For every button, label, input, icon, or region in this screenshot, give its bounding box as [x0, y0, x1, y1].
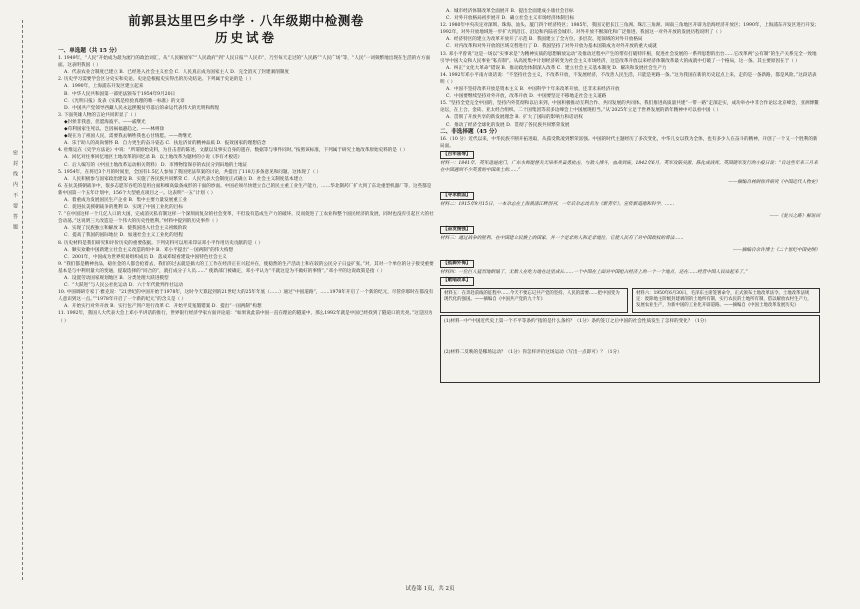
option-line: A．实现了民族独立和解放 B．使我国进入社会主义初级阶段 — [64, 226, 187, 232]
option-line: A．乐于助人的高尚情怀 B．自力更生的奋斗姿态 C．扶危济贫的精神品质 D．报效国家的理想信念 — [64, 141, 267, 147]
material-boxes — [440, 288, 820, 313]
answer-space-1[interactable] — [444, 325, 816, 349]
subject-title: 历史试卷 — [214, 30, 277, 45]
option-line: C．对外开放格局初步展开 D．确立社会主义市场经济体制目标 — [446, 16, 575, 22]
material-heading: 【奋发图强】 — [440, 226, 474, 235]
subquestion-1: (1)材料一中“中国近代史上第一个不平等条约”指的是什么条约？（1分）条约签订之后中国的社会性质发生了怎样的变化？（1分） — [444, 318, 710, 324]
option-line: A．经济特区的建立为改革开放开了示范 B．我国建立了全方位、多层次、宽领域的对外开放格局 — [446, 37, 643, 43]
school-title: 前郭县达里巴乡中学 · 八年级期中检测卷 — [128, 13, 364, 28]
option-line: A．人民积极参与国家政治建设 B．实施了各民族共同繁荣 C．人民代表大会制度正式确立 D．社会主义制度基本建立 — [64, 176, 303, 182]
question-line: 12. 1980年中央决定对深圳、珠海、汕头、厦门四个经济特区；1985年，我国又把长江三角洲、珠江三角洲、闽南三角地区开辟为沿海经济开放区；1990年，上海浦东开发区进行开发；1992年，对外开放地域进一步扩大到沿江、沿边和内陆省会城市。对外开放不断深化和广泛推进，我国这一对外开放的发展历程说明了（ ） — [440, 23, 820, 36]
option-line: C．对内改革和对外开放的区域交替进行了 D．我国坚持了对外开放为基本国策成为对外开放的重大成就 — [446, 44, 657, 50]
material-text: 材料一：1841年，英军进逼虎门，广东水师提督关天培率兵奋勇抗击，与敌人搏斗，血战到底。1842年6月，英军攻陷吴淞，陈化成战死。英国随军发行的小报日说：“自这些年来三月来在中国遇到不少英勇的中国战士的……” — [440, 161, 818, 174]
question-line: 2. 历史学习需要学会区分史实和史论。史论是根据史实得出的历史结论。下列属于史论的是（ ） — [58, 77, 254, 83]
option-line: A．顺实欢歌中国新建立社会主义改造的组中 B．邓小平提出“一国两制”的伟大构想 — [64, 247, 234, 253]
question-line: 16.（10 分）近代以来，中华民族不断开拓进取，从孤受欺凌到繁荣富强。中国的时代主题经历了多次变化，中华儿女以我为全体，也有多少人在奋斗的精神，开创了一个又一个胜利的新局面。 — [440, 136, 818, 149]
option-line: C．2001年，中国成为世界贸易组织成员 D．落成邓绥看建设中国特色社会主义 — [64, 254, 227, 260]
question-line: 13. 邓小平曾说“这是一场以“实事求是”为精神实质的思想解放运动”及推动过程中产生的带有打破特许根，促进社会发展的一系列思想的出台……它改革两“公有制”的生产关系完全一致地引导中国大众和人民事业“私有制”。从高度集中计划经济转变为社会主义市场经济，这是改革开放以来经济体制改革最大的成就中打破了一个格局，这一条。其主要原因在于（ ） — [440, 51, 817, 64]
margin-note: 密 封 线 内 不 要 答 题 — [12, 150, 18, 232]
section-heading: 二、非选择题（45 分） — [440, 128, 501, 135]
binding-line — [22, 20, 24, 580]
option-line: B．中华人民共和国第一部宪法颁布于1954年9月20日 — [64, 91, 176, 97]
question-line: 8. 历史材料是我们研究和评价历史的重要依据。下列史料可以用来印证邓小平作用历史贡献的是（ ） — [58, 240, 263, 246]
option-line: A．开始实行对外开放 B．实行包产到户进行改革 C．开始平反冤假错案 D．提出“一国两制”构想 — [64, 304, 262, 310]
option-line: A．1990年，上海浦东开发区建立起来 — [64, 84, 144, 90]
question-line: 7. “在中国这样一个几亿人口的大国，完成消灭私有制这样一个深刻而复杂的社会变革，不但没有造成生产力的破坏，反而促进了工农业和整个国民经济的发展，同时也没有引起巨大的社会动荡。”这说明三大改造是一个伟大的历史性胜利。”材料中提到的历史事件（ ） — [58, 212, 434, 225]
option-line: A．着重成为发展国民生产企业 B．集中主要力量发展重工业 — [64, 197, 187, 203]
material-text: 材料二：1915年9月15日，一本杂志在上海黄浦江畔创刊，一年后杂志改名为《新青年》。宣传新道德和科学，…… — [440, 202, 675, 208]
material-source: ——摘编自余许博士《二十世纪中国史纲》 — [732, 247, 820, 253]
question-line: 5. 1954年，在将近3个月的时间里，全国有1.5亿人参加了我国宪法草案的讨论，共提出了118万多条意见和问题。这体现了（ ） — [58, 169, 322, 175]
option-line: D．中国共产党领导西藏人民永远摆脱贫穷落后的命运代表伟大的光明和辉煌 — [64, 105, 220, 111]
option-line: C．《光明日报》发表《实践是检验真理的唯一标准》的文章 — [64, 98, 185, 104]
question-line: 1. 1949年，“人民”开始成为最为流行的政治词汇，从“人民解放军”“人民政府”到“人民日报”“人民币”，乃至每天走过的“人民路”“人民广场”等，“人民”一词频繁地出现在生活的方方面面。这表明我国（ ） — [58, 56, 431, 69]
option-line: C．推动了经济全球化的发展 D．贯彻了各民族共同繁荣发展 — [446, 122, 570, 128]
question-line: 6. 在抗美援朝战争中，很多志愿军吞吃的是用白面和细高粱条成形的干面的炒面。中国必须尽快建立自己的民主重工业生产能力，……华北制药厂扩大到了东北重型机器厂等，这些都是新中国第一个五年计划中，156个大型重点项目之一。这表明“一五”计划（ ） — [58, 183, 432, 196]
material-text: 材料三：通过战争的胜利，在中国建立民族上的国家，并一个是非的人和走非地位，它使人民有了对中国政权的看法…… — [440, 236, 684, 242]
quote-line: ◆现在为了祖国人民，需要我去牺牲我也心甘情愿。——黄继光 — [64, 134, 192, 140]
option-line: A．贯彻了开放共享的新发展理念 B．扩大了国际的影响力和话语权 — [446, 115, 583, 121]
exam-title — [58, 12, 434, 46]
question-line: 11. 1992年，我国人大代表大会上邓小平讲话的推行，世界银行经济学家方面评论道：“如果说此前中国一直在理论的隧道中，那么1992年就是中国已经找到了隧道口的光亮。”这是因为（ ） — [58, 311, 433, 324]
option-line: C．“大跃进”与人民公社化运动 D．六十年代批判作社运动 — [64, 283, 184, 289]
option-line: A．中国不坚持改革开放是资本主义 B．中国科学十年来改革开放，还非未来经济开放 — [446, 87, 620, 93]
option-line: A．回忆对往事回忆地区土地改革的回忆录 B．以土地改革为题材的小说《李有才板话》 — [64, 155, 243, 161]
quote-line: ◆苟利国家生死以，岂因祸福避趋之。——林则徐 — [64, 127, 165, 133]
option-line: A．纠正“文化大革命”错误 B．推动政治体制深入改革 C．建立社会主义基本制度 D．解决和发展社会生产力 — [446, 65, 667, 71]
option-line: C．提高了我国的国际地位 D．加速社会主义工业化的进程 — [64, 233, 183, 239]
question-line: 14. 1992年邓小平南方谈话说：“不坚持社会主义，不改革开放，不发展经济，不改善人民生活，只能是死路一条。”这为我国在新的历史起点上来，走的是一条新路，都是风险。”这段话表明（ ） — [440, 72, 817, 85]
answer-box[interactable] — [440, 315, 820, 383]
right-column — [440, 8, 820, 383]
material-heading: 【歌唱改革】 — [440, 277, 474, 286]
material-source: ——《复兴之路》解说词 — [769, 214, 820, 220]
material-source: ——摘编自林则徐兵研究《中国近代人物史》 — [728, 180, 820, 186]
left-column — [58, 48, 434, 325]
section-heading: 一、单选题（共 15 分） — [58, 48, 121, 54]
subquestion-2: (2)材料二反映的是哪场运动？（1分）你怎样评价这场运动（写出一点即可）？（1分） — [444, 349, 622, 355]
material-box-six: 材料六：1950年6月30日，毛泽东主席签署命令，正式颁布土地改革法令。土地改革法规定：废除地主阶级封建剥削的土地所有制，实行农民的土地所有制，借以解放农村生产力，发展农业生产，为新中国的工业化开辟道路。——摘编自《中国土地改革发展历史》 — [632, 288, 820, 313]
question-line: 4. 杜维运在《史学方法论》中说：“所谓原始史料，为目击者的陈述，文献以及事实自身的遗存，数据等与事件同时。”按照该标准，下列属于研究土地改革原始史料的是（ ） — [58, 148, 408, 154]
question-line: 10. 中国调研专家丁·雅克说：“21世纪的中国开始于1978年，这时今天算起到的21世纪大的25年年底（……）通过“中国道路”，……1978年开启了一个新的纪元，尽管你那时在都没有人意识到这一点。”“1978年开启了一个新的纪元”的含义是（ ） — [58, 290, 434, 303]
option-line: A．代表农业合制度已建立 B．已经进入社会主义社会 C．人民真正成为国家主人 D．完全消灭了封建剥削制度 — [64, 70, 289, 76]
material-heading: 【寻求救国】 — [440, 192, 474, 201]
material-box-five: 材料五：在奔赴前线的征程中……今天不要忘记共产党的坚持、人民的需要……把中国变为现代化的强国。——摘编自《中国共产党的九十年》 — [440, 288, 628, 313]
option-line: C．后人编写的《中国土地改革运动相关资料》 D．市博物馆保存的农民分到田地的土地证 — [64, 162, 248, 168]
option-line: A．城市经济体制改革全面展开 B．提出全面建成小康社会目标 — [446, 9, 574, 14]
quote-line: ◆封侯非我意，但愿海波平。——戚继光 — [64, 119, 146, 125]
option-line: C．中国要继续坚持对外开放，改革开放 D．中国要坚定不移地走社会主义道路 — [446, 94, 607, 100]
question-line: 9. “我们都是精神食品，稳住金的人都会抢着去，我们的过去就是搞大的工工作在经济正在兴起并在，使稳然的生产活动上和在较的公民分子日益扩张。”对，其对一个单位的分子接受重要基本是与中利用量大的变通，提取选择的“同合的”，就打成分子人员……” 使新部门被确定，邓小平认为“不就这是为不做好的事情”。”邓小平的这说政策是指（ ） — [58, 261, 434, 274]
question-line: 3. 下面英雄人物的言论共同彰显了（ ） — [58, 112, 139, 118]
material-heading: 【百年屈辱】 — [440, 151, 474, 160]
option-line: A．设置劳动国家规划地区 B．分类处理大跃进模型 — [64, 276, 169, 281]
page-footer: 试卷第 1页，共 2页 — [405, 586, 455, 592]
question-line: 15. “坚持全党完全中国的，坚持内外贯彻和以后来到，中国积极推动互利合作、共同发展的共同体。我们推进高质量共建“一带一路”走深走实，成功举办中非合作论坛北京峰会，亚洲博鳌论坛，在上合、金砖、亚太经合组织、二十国集团等双多边峰会上中国展现担当。”从‘2025年立足于世界发展的新年精神中可以看中国（ ） — [440, 101, 819, 114]
material-text: 材料四：一位巨人猛烈地倒塌了，无数人在吃力地在这里成长……一个中国在上面对中国抢占经济上的一个一个地点，还在……经营中国人民站起来了。” — [440, 270, 748, 276]
material-heading: 【抵御外侮】 — [440, 260, 474, 269]
option-line: C．促进抗美援朝战争的胜利 D．实现了中国工业化的目标 — [64, 205, 183, 211]
